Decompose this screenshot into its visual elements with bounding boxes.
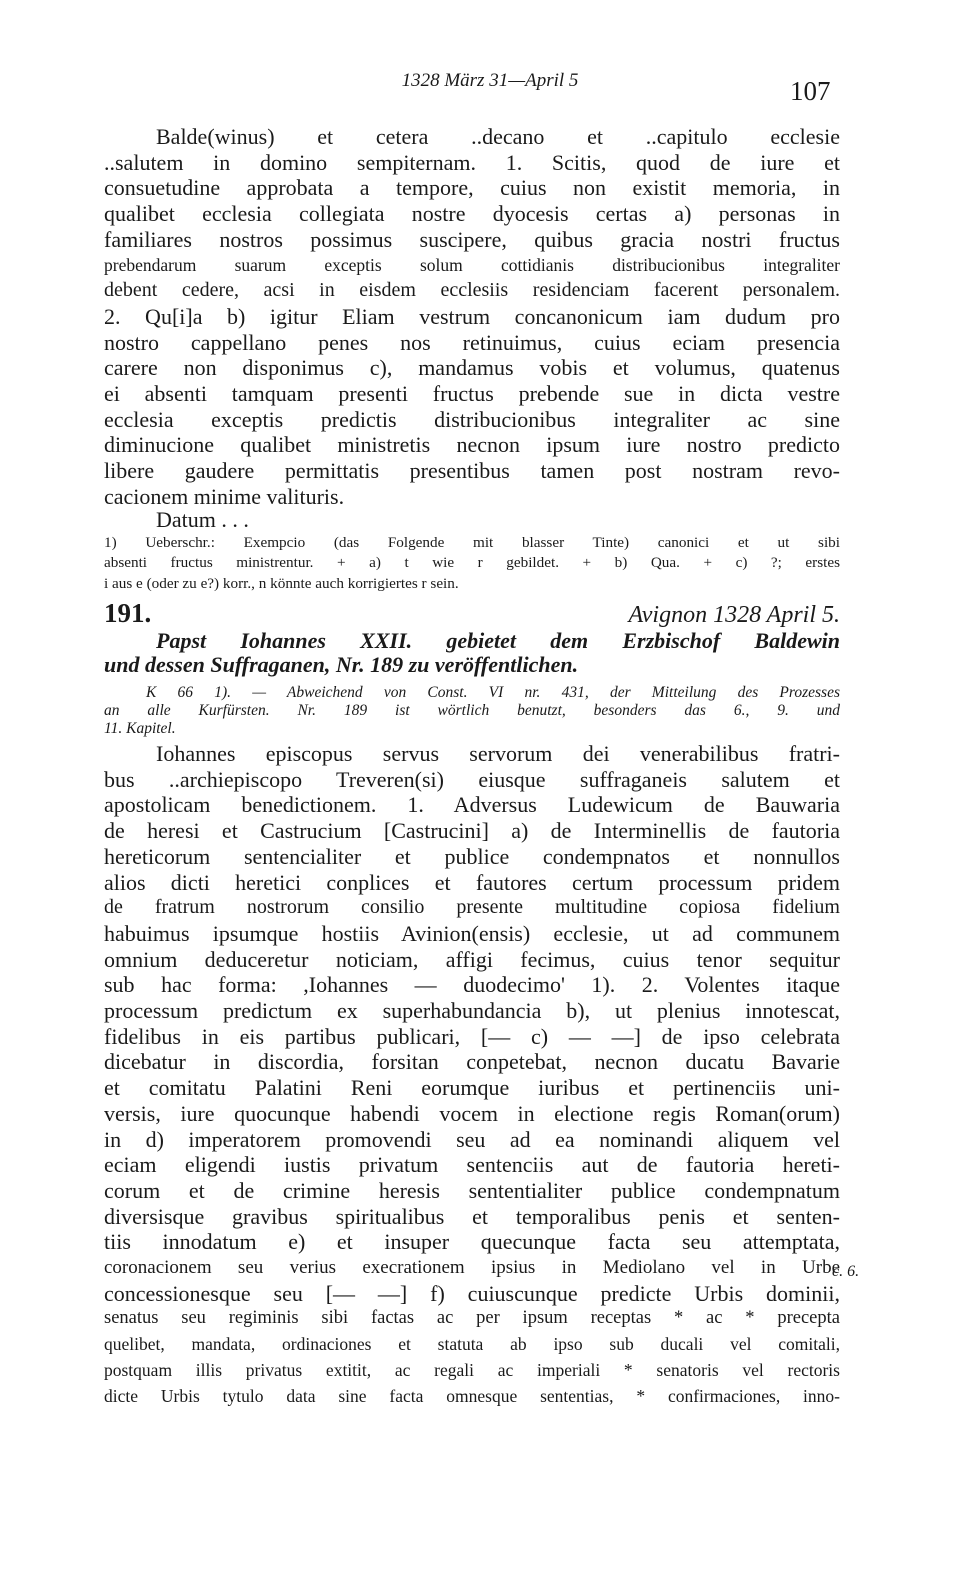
document-regest [104, 629, 840, 677]
text-line: carere non disponimus c), mandamus vobis et volumus, quatenus [104, 355, 840, 381]
text-line: ecclesia exceptis predictis distribucionibus integraliter ac sine [104, 406, 840, 432]
text-line: corum et de crimine heresis sententialiter publice condempnatum [104, 1177, 840, 1203]
text-line: diminucione qualibet ministretis necnon ipsum iure nostro predicto [104, 432, 840, 458]
text-line: bus ..archiepiscopo Treveren(si) eiusque suffraganeis salutem et [104, 766, 840, 792]
text-line: fidelibus in eis partibus publicari, [— c) — —] de ipso celebrata [104, 1023, 840, 1049]
text-line: apostolicam benedictionem. 1. Adversus Ludewicum de Bauwaria [104, 792, 840, 818]
margin-note: c. 6. [832, 1263, 860, 1280]
text-line: de heresi et Castrucium [Castrucini] a) de Interminellis de fautoria [104, 818, 840, 844]
text-line: 2. Qu[i]a b) igitur Eliam vestrum concanonicum iam dudum pro [104, 303, 840, 329]
regest-line: und dessen Suffraganen, Nr. 189 zu veröffentlichen. [104, 653, 579, 677]
text-line: alios dicti heretici conplices et fautores certum processum pridem [104, 869, 840, 895]
text-line: diversisque gravibus spiritualibus et temporalibus penis et senten- [104, 1203, 840, 1229]
text-line: hereticorum sentencialiter et publice condempnatos et nonnullos [104, 843, 840, 869]
footnotes [104, 533, 840, 594]
text-line: Balde(winus) et cetera ..decano et ..capitulo ecclesie [156, 124, 840, 149]
text-line: nostro cappellano penes nos retinuimus, cuius eciam presencia [104, 329, 840, 355]
document-number: 191. [104, 598, 152, 628]
text-line: quelibet, mandata, ordinaciones et statuta ab ipso sub ducali vel comitali, [104, 1334, 840, 1355]
text-line: postquam illis privatus extitit, ac regali ac imperiali * senatoris vel rectoris [104, 1359, 840, 1380]
text-line: familiares nostros possimus suscipere, quibus gracia nostri fructus [104, 226, 840, 252]
text-line: ei absenti tamquam presenti fructus prebende sue in dicta vestre [104, 381, 840, 407]
text-line: senatus seu regiminis sibi factas ac per ipsum receptas * ac * precepta [104, 1308, 840, 1329]
source-note [104, 684, 840, 739]
text-line: ..salutem in domino sempiternam. 1. Scitis, quod de iure et [104, 149, 840, 175]
running-head: 1328 März 31—April 5 [401, 70, 579, 91]
text-line: et comitatu Palatini Reni eorumque iuribus et pertinenciis uni- [104, 1075, 840, 1101]
text-line: Iohannes episcopus servus servorum dei venerabilibus fratri- [156, 741, 840, 766]
datum-line [104, 507, 840, 533]
document-text [104, 741, 840, 1409]
text-line: habuimus ipsumque hostiis Avinion(ensis) ecclesie, ut ad communem [104, 920, 840, 946]
document-place-date: Avignon 1328 April 5. [628, 602, 840, 628]
page-number: 107 [790, 76, 831, 106]
text-line: omnium deduceretur noticiam, affigi fecimus, cuius tenor sequitur [104, 946, 840, 972]
text-line: versis, iure quocunque habendi vocem in electione regis Roman(orum) [104, 1100, 840, 1126]
text-line: concessionesque seu [— —] f) cuiuscunque predicte Urbis dominii, [104, 1280, 840, 1306]
text-line: coronacionem seu verius execrationem ipsius in Mediolano vel in Urbe [104, 1257, 840, 1279]
footnote-line: i aus e (oder zu e?) korr., n könnte auch korrigiertes r sein. [104, 574, 459, 592]
source-line: K 66 1). — Abweichend von Const. VI nr. 431, der Mitteilung des Prozesses [146, 684, 840, 701]
source-line: 11. Kapitel. [104, 720, 176, 738]
text-line: processum predictum ex superhabundancia b), ut plenius innotescat, [104, 998, 840, 1024]
text-line: debent cedere, acsi in eisdem ecclesiis residenciam facerent personalem. [104, 279, 840, 302]
text-line: tiis innodatum e) et insuper quecunque facta seu attemptata, [104, 1229, 840, 1255]
footnote-line: absenti fructus ministrentur. + a) t wie r gebildet. + b) Qua. + c) ?; erstes [104, 554, 840, 572]
text-line: eciam eligendi iustis privatum sentenciis aut de fautoria hereti- [104, 1152, 840, 1178]
text-line: qualibet ecclesia collegiata nostre dyocesis certas a) personas in [104, 201, 840, 227]
source-line: an alle Kurfürsten. Nr. 189 ist wörtlich benutzt, besonders das 6., 9. und [104, 702, 840, 720]
regest-line: Papst Iohannes XXII. gebietet dem Erzbischof Baldewin [156, 629, 840, 653]
text-line: Datum . . . [156, 507, 249, 532]
footnote-line: 1) Ueberschr.: Exempcio (das Folgende mit blasser Tinte) canonici et ut sibi [104, 534, 840, 551]
text-line: dicebatur in discordia, forsitan conpetebat, necnon ducatu Bavarie [104, 1049, 840, 1075]
text-line: dicte Urbis tytulo data sine facta omnesque sententias, * confirmaciones, inno- [104, 1385, 840, 1406]
text-line: cacionem minime valituris. [104, 483, 345, 509]
text-line: de fratrum nostrorum consilio presente multitudine copiosa fidelium [104, 896, 840, 919]
text-line: consuetudine approbata a tempore, cuius non existit memoria, in [104, 175, 840, 201]
text-line: sub hac forma: ,Iohannes — duodecimo' 1). 2. Volentes itaque [104, 972, 840, 998]
text-line: in d) imperatorem promovendi seu ad ea nominandi aliquem vel [104, 1126, 840, 1152]
letter-text [104, 124, 840, 510]
text-line: libere gaudere permittatis presentibus tamen post nostram revo- [104, 458, 840, 484]
text-line: prebendarum suarum exceptis solum cottidianis distribucionibus integraliter [104, 254, 840, 275]
